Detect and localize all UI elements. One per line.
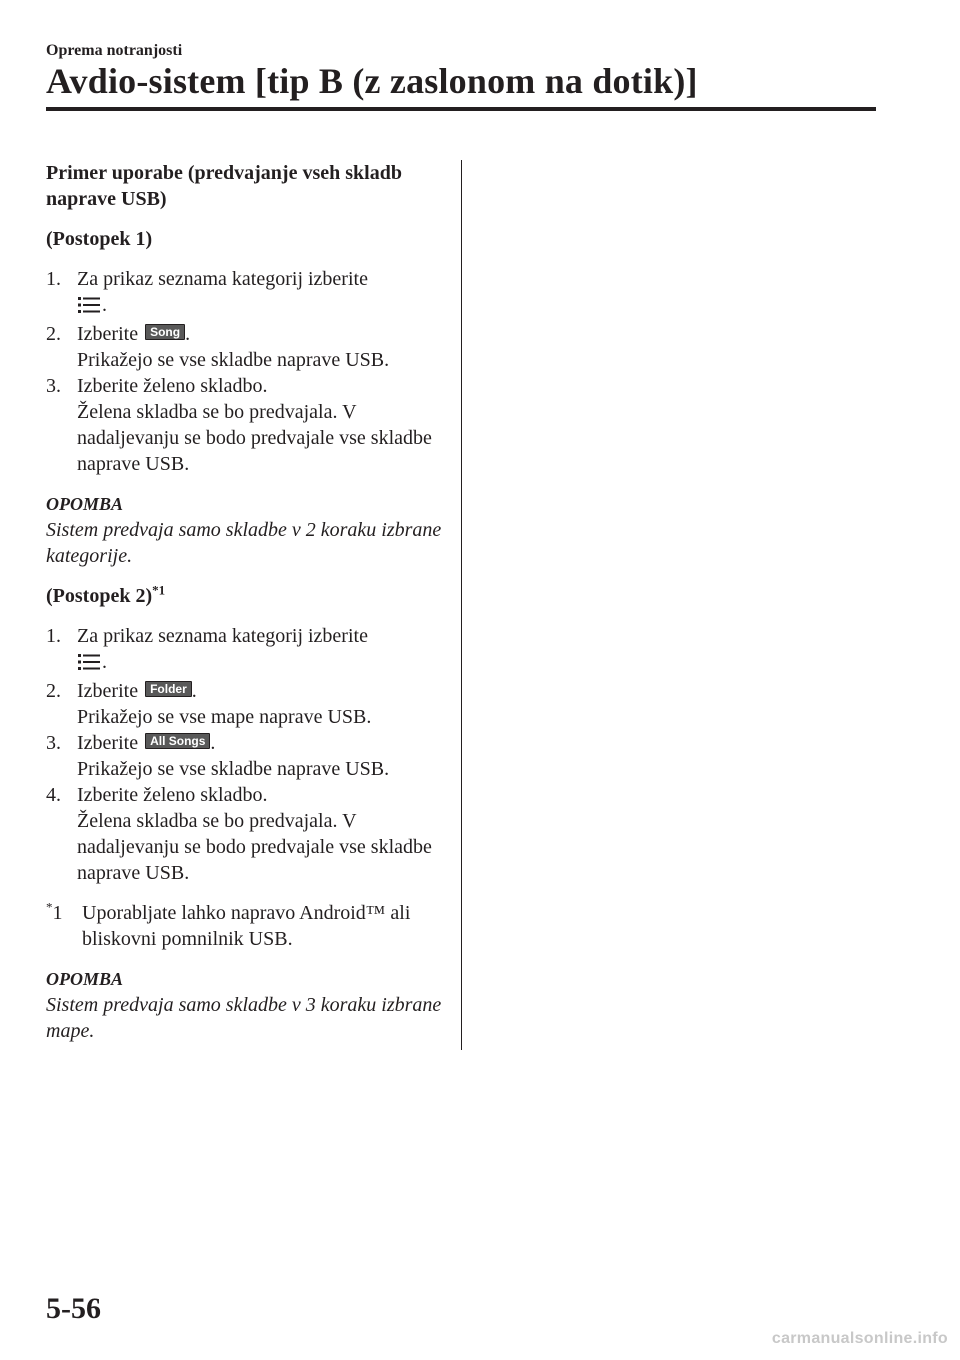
page-number: 5-56 bbox=[46, 1292, 101, 1325]
step-result: Želena skladba se bo predvajala. V nadaljevanju se bodo predvajale vse skladbe naprave USB. bbox=[77, 810, 432, 884]
watermark: carmanualsonline.info bbox=[771, 1330, 948, 1347]
step-result: Prikažejo se vse skladbe naprave USB. bbox=[77, 758, 390, 780]
step-suffix: . bbox=[210, 732, 216, 754]
step-result: Prikažejo se vse skladbe naprave USB. bbox=[77, 349, 390, 371]
footnote-number: 1 bbox=[52, 902, 63, 924]
step-suffix: . bbox=[102, 651, 107, 673]
title-rule bbox=[46, 107, 876, 111]
procedure2-heading bbox=[46, 583, 446, 609]
footnote-asterisk: * bbox=[46, 899, 53, 915]
song-button-image: Song bbox=[145, 324, 185, 340]
main-content bbox=[46, 160, 446, 1058]
procedure1-heading: (Postopek 1) bbox=[46, 228, 153, 250]
footnote bbox=[46, 900, 446, 952]
procedure2-step-4 bbox=[46, 782, 446, 886]
step-text: Izberite bbox=[77, 732, 139, 754]
step-suffix: . bbox=[185, 323, 191, 345]
footnote-mark bbox=[46, 900, 63, 926]
example-heading: Primer uporabe (predvajanje vseh skladb naprave USB) bbox=[46, 162, 402, 210]
procedure2-heading-text: (Postopek 2) bbox=[46, 585, 153, 607]
step-text: Izberite bbox=[77, 323, 139, 345]
procedure2-step-3 bbox=[46, 730, 446, 782]
procedure2-step-2 bbox=[46, 678, 446, 730]
note2-label: OPOMBA bbox=[46, 969, 124, 989]
step-suffix: . bbox=[191, 680, 197, 702]
procedure2-steps bbox=[46, 623, 446, 886]
step-number: 4. bbox=[46, 784, 61, 806]
procedure1-step-2 bbox=[46, 321, 446, 373]
folder-button-image: Folder bbox=[145, 681, 192, 697]
procedure1-steps bbox=[46, 266, 446, 477]
list-icon bbox=[77, 652, 101, 678]
step-result: Prikažejo se vse mape naprave USB. bbox=[77, 706, 372, 728]
step-text: Izberite bbox=[77, 680, 139, 702]
step-text: Izberite želeno skladbo. bbox=[77, 784, 268, 806]
note1-text: Sistem predvaja samo skladbe v 2 koraku izbrane kategorije. bbox=[46, 519, 442, 567]
procedure1-step-3 bbox=[46, 373, 446, 477]
step-number: 2. bbox=[46, 680, 61, 702]
footnote-reference: *1 bbox=[152, 582, 166, 598]
step-text: Izberite želeno skladbo. bbox=[77, 375, 268, 397]
page-title: Avdio-sistem [tip B (z zaslonom na dotik)] bbox=[46, 61, 698, 101]
step-number: 2. bbox=[46, 323, 61, 345]
step-text: Za prikaz seznama kategorij izberite bbox=[77, 268, 368, 290]
step-suffix: . bbox=[102, 294, 107, 316]
procedure2-step-1 bbox=[46, 623, 446, 678]
step-number: 1. bbox=[46, 625, 61, 647]
footnote-text: Uporabljate lahko napravo Android™ ali bliskovni pomnilnik USB. bbox=[82, 902, 411, 950]
step-result: Želena skladba se bo predvajala. V nadaljevanju se bodo predvajale vse skladbe naprave USB. bbox=[77, 401, 432, 475]
procedure1-step-1 bbox=[46, 266, 446, 321]
all-songs-button-image: All Songs bbox=[145, 733, 210, 749]
step-text: Za prikaz seznama kategorij izberite bbox=[77, 625, 368, 647]
step-number: 3. bbox=[46, 732, 61, 754]
list-icon bbox=[77, 295, 101, 321]
section-label: Oprema notranjosti bbox=[46, 42, 183, 59]
step-number: 3. bbox=[46, 375, 61, 397]
note1-label: OPOMBA bbox=[46, 494, 124, 514]
column-divider bbox=[461, 160, 462, 1050]
step-number: 1. bbox=[46, 268, 61, 290]
note2-text: Sistem predvaja samo skladbe v 3 koraku izbrane mape. bbox=[46, 994, 442, 1042]
